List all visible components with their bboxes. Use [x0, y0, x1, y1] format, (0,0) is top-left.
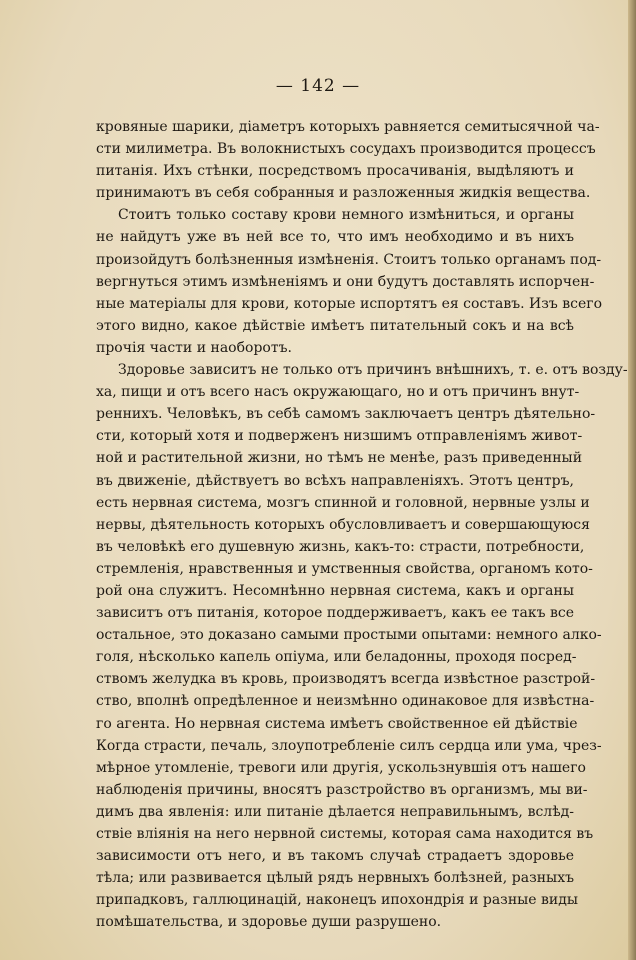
text-line: ные матеріалы для крови, которые испортятъ ея составъ. Изъ всего	[96, 295, 602, 312]
text-line: зависитъ отъ питанія, которое поддерживаетъ, какъ ее такъ все	[96, 605, 574, 622]
text-line: остальное, это доказано самыми простыми опытами: немного алко-	[96, 627, 602, 644]
page-number: — 142 —	[275, 76, 361, 96]
text-line: мѣрное утомленіе, тревоги или другія, ускользнувшія отъ нашего	[96, 759, 586, 776]
text-line: зависимости отъ него, и въ такомъ случаѣ страдаетъ здоровье	[96, 848, 574, 865]
text-line: ствомъ желудка въ кровь, производятъ всегда извѣстное разстрой-	[96, 671, 596, 688]
text-line: голя, нѣсколько капель опіума, или беладонны, проходя посред-	[96, 649, 577, 666]
text-line: димъ два явленія: или питаніе дѣлается неправильнымъ, вслѣд-	[96, 803, 574, 820]
text-line: припадковъ, галлюцинацій, наконецъ ипохондрія и разные виды	[96, 892, 579, 909]
text-line: принимаютъ въ себя собранныя и разложенныя жидкія вещества.	[96, 185, 591, 202]
text-line: ха, пищи и отъ всего насъ окружающаго, но и отъ причинъ внут-	[96, 384, 580, 401]
text-line: стремленія, нравственныя и умственныя свойства, органомъ кото-	[96, 560, 593, 577]
text-line: въ движеніе, дѣйствуетъ во всѣхъ направленіяхъ. Этотъ центръ,	[96, 472, 574, 489]
text-line: наблюденія причины, вносятъ разстройство въ организмъ, мы ви-	[96, 781, 588, 798]
text-line: этого видно, какое дѣйствіе имѣетъ питательный сокъ и на всѣ	[96, 317, 574, 334]
text-line: произойдутъ болѣзненныя измѣненія. Стоитъ только органамъ под-	[96, 251, 602, 268]
text-line: реннихъ. Человѣкъ, въ себѣ самомъ заключаетъ центръ дѣятельно-	[96, 406, 596, 423]
text-line: сти милиметра. Въ волокнистыхъ сосудахъ производится процессъ	[96, 141, 596, 158]
text-line: ство, вполнѣ опредѣленное и неизмѣнно одинаковое для извѣстна-	[96, 693, 595, 710]
text-line: прочія части и наоборотъ.	[96, 339, 292, 356]
text-line: ной и растительной жизни, но тѣмъ не менѣе, разъ приведенный	[96, 450, 583, 467]
text-line: въ человѣкѣ его душевную жизнь, какъ-то: страсти, потребности,	[96, 538, 585, 555]
text-line: Когда страсти, печаль, злоупотребленіе силъ сердца или ума, чрез-	[96, 737, 602, 754]
text-line: помѣшательства, и здоровье души разрушено.	[96, 914, 442, 931]
page-text	[96, 116, 628, 933]
text-line: ствіе вліянія на него нервной системы, которая сама находится въ	[96, 826, 594, 842]
text-line: не найдутъ уже въ ней все то, что имъ необходимо и въ нихъ	[96, 229, 574, 246]
text-line: сти, который хотя и подверженъ низшимъ отправленіямъ живот-	[96, 428, 583, 445]
page-edge	[628, 0, 636, 960]
text-line: питанія. Ихъ стѣнки, посредствомъ просачиванія, выдѣляютъ и	[96, 163, 574, 180]
text-line: Стоитъ только составу крови немного измѣниться, и органы	[118, 207, 574, 224]
text-line: го агента. Но нервная система имѣетъ свойственное ей дѣйствіе	[96, 715, 578, 732]
text-line: Здоровье зависитъ не только отъ причинъ внѣшнихъ, т. е. отъ возду-	[118, 362, 628, 379]
text-line: кровяные шарики, діаметръ которыхъ равняется семитысячной ча-	[96, 119, 600, 135]
text-line: тѣла; или развивается цѣлый рядъ нервныхъ болѣзней, разныхъ	[96, 870, 574, 887]
text-line: есть нервная система, мозгъ спинной и головной, нервные узлы и	[96, 494, 590, 511]
text-line: нервы, дѣятельность которыхъ обусловливаетъ и совершающуюся	[96, 516, 590, 533]
text-line: вергнуться этимъ измѣненіямъ и они будутъ доставлять испорчен-	[96, 273, 595, 290]
text-line: рой она служитъ. Несомнѣнно нервная система, какъ и органы	[96, 582, 574, 599]
